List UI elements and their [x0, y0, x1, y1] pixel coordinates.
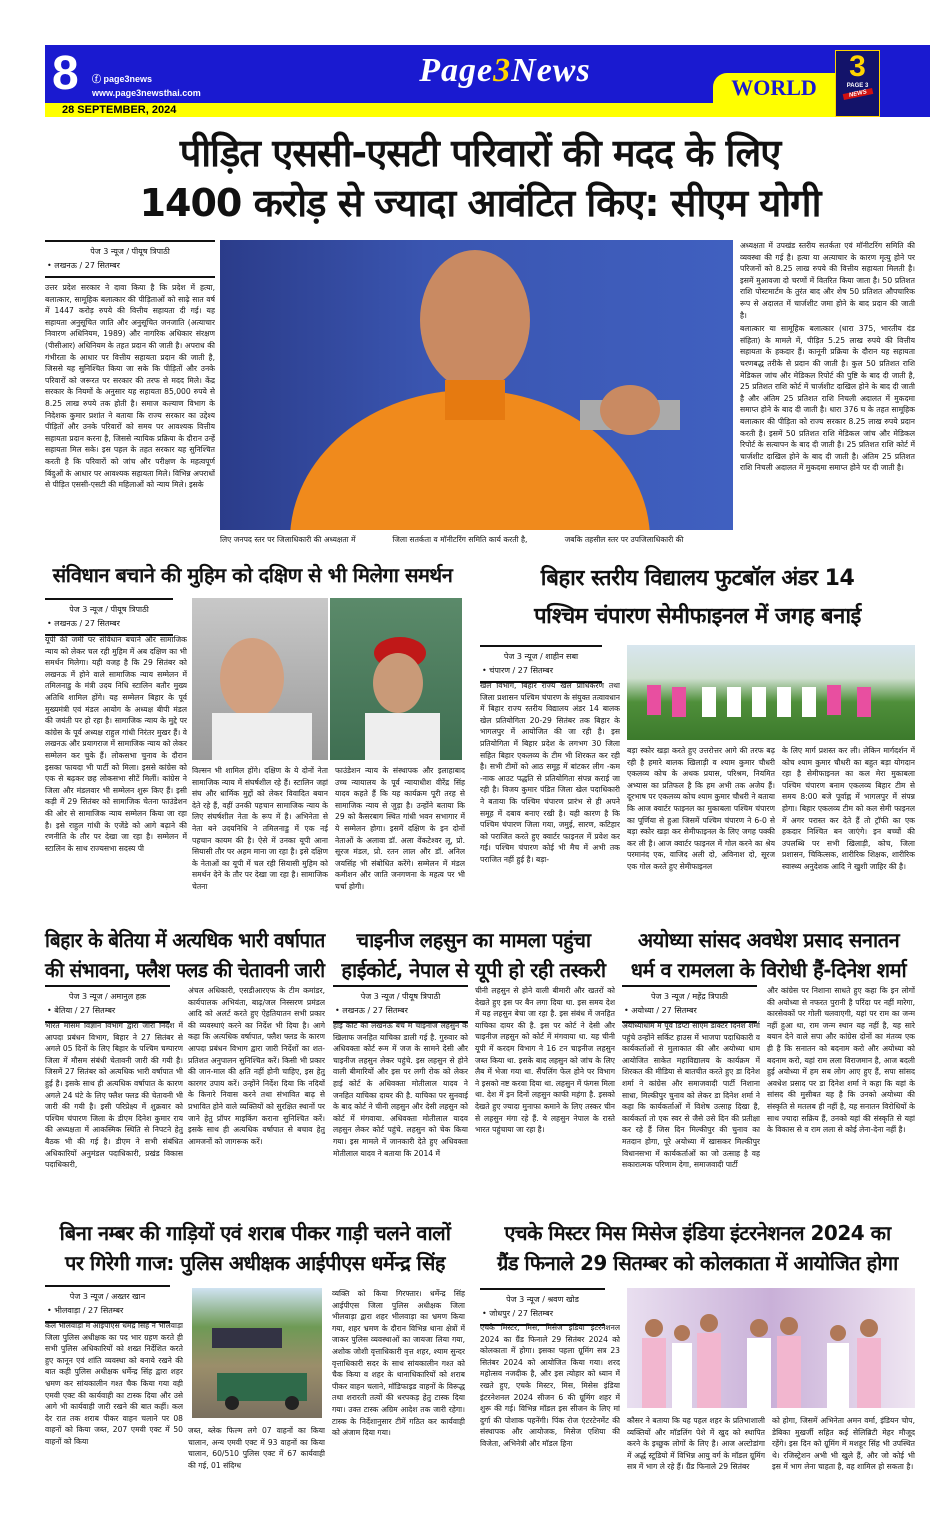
byline: पेज 3 न्यूज / पीयूष त्रिपाठी • लखनऊ / 27 सितम्बर [333, 985, 468, 1023]
article-headline-line1: अयोध्या सांसद अवधेश प्रसाद सनातन [637, 928, 900, 952]
article-column: चीनी लहसुन से होने वाली बीमारी और खतरों को देखते हुए इस पर बैन लगा दिया था. इस समय देश में यह लहसुन बेचा जा रहा है. इस संबंध में जनहित याचिका दायर की है. इस पर कोर्ट ने देसी और चाइनीज लहसुन को कोर्ट में मंगवाया था. यह चीनी यूपी में करदम विभाग ने 16 टन चाइनीज लहसुन जब्त किया था. इसके बाद लहसुन को जांच के लिए लैब में भेजा गया था. सैंपलिंग फेल होने पर विभाग ने इसको नष्ट करवा दिया था. लहसुन में फंगस मिला था. देश में इन दिनों लहसुन काफी महंगा है. इसको देखते हुए ज्यादा मुनाफा कमाने के लिए तस्कर चीन से लहसुन मंगा रहे हैं. ये लहसुन नेपाल के रास्ते भारत पहुंचाया जा रहा है। [475, 986, 615, 1135]
article-column: भारत मौसम विज्ञान विभाग द्वारा जारी निर्देश में आपदा प्रबंधन विभाग, बिहार ने 27 सितंबर से अगले 05 दिनों के लिए बिहार के पश्चिम चम्पारण जिला में मौसम संबंधी चेतावनी जारी की गयी है। जिसमें 27 सितंबर को अत्यधिक भारी वर्षापात भी हुई है। इसके साथ ही अत्यधिक वर्षापात के कारण अगले 24 घंटे के लिए फ्लैश फ्लड की चेतावनी भी जारी की गयी है। इसी परिप्रेक्ष्य में शुक्रवार को पश्चिम चंपारण जिला के डीएम दिनेश कुमार राय की अध्यक्षता में आकस्मिक स्थिति से निपटने हेतु बैठक भी की गई है। डीएम ने सभी संबंधित अधिकारियों अनुमंडल पदाधिकारी, प्रखंड विकास पदाधिकारी, [45, 1021, 183, 1170]
article-headline-line1: बिना नम्बर की गाड़ियों एवं शराब पीकर गाड़ी चलने वालों [59, 1221, 451, 1245]
article-column: उत्तर प्रदेश सरकार ने दावा किया है कि प्रदेश में हत्या, बलात्कार, सामूहिक बलात्कार की पीड़िताओं को साढ़े सात वर्ष में 1447 करोड़ रुपये की वित्तीय सहायता दी गई। यह सहायता अनुसूचित जाति और अनुसूचित जनजाति (अत्याचार निवारण अधिनियम, 1989) और नागरिक अधिकार संरक्षण (पीसीआर) अधिनियम के तहत प्रदान की जाती है। अपराध की गंभीरता के आधार पर वित्तीय सहायता प्रदान की जाती है, जिससे यह सुनिश्चित किया जा सके कि पीड़ितों और उनके परिवारों को जरूरत पर सरकार की तरफ से मदद मिले। केंद्र सरकार के नियमों के अनुसार यह सहायता 85,000 रुपये से 8.25 लाख रुपये तक होती है। समाज कल्याण विभाग के निदेशक कुमार प्रशांत ने बताया कि राज्य सरकार का उद्देश्य पीड़ितों और उनके परिवारों को समय पर आवश्यक वित्तीय सहायता प्रदान करना है, जिससे न्यायिक प्रक्रिया के दौरान उन्हें सहायता मिल सके। इस पहल के तहत सरकार यह सुनिश्चित करती है कि परिवारों को जांच और परीक्षण के महत्वपूर्ण बिंदुओं के आधार पर आवश्यक सहायता मिले। विभिन्न अपराधों से पीड़ित एससी-एसटी की महिलाओं को न्याय मिले। इसके [45, 283, 215, 490]
article-column: कल भीलवाड़ा में आईपीएस धर्मेंद्र सिंह ने भीलवाड़ा जिला पुलिस अधीक्षक का पद भार ग्रहण करते ही सभी पुलिस अधिकारियों को शख्त निर्देशित करते हुए कानून एवं शांति व्यवस्था को बनाये रखने की बात कही पुलिस अधीक्षक धर्मेन्द्र सिंह द्वारा शहर भ्रमण कर सांयकालीन गश्त चैक किया गया वही एमवी एक्ट की कार्यवाही का टास्क दिया और उसे आगे भी कार्यवाही जारी रखने की बात कहीं। कल देर रात तक शराब पीकर वाहन चलाने पर 08 वाहनों को किया जब्त, 207 एमवी एक्ट में 50 वाहनों को किया [45, 1321, 183, 1446]
football-team-photo [627, 645, 915, 740]
newspaper-logo: Page3News [419, 52, 591, 89]
article-column: और कांग्रेस पर निशाना साधते हुए कहा कि इन लोगों की अयोध्या से नफरत पुरानी है परिंदा पर नहीं मारेगा, कारसेवकों पर गोली चलवाएगी, यहां पर राम का जन्म नहीं हुआ था, राम जन्म स्थान यह नहीं है, यह सारे बयान देने वाले सपा और कांग्रेस दोनों का मंतव्य एक ही है कि सनातन को बदनाम करो और अयोध्या को बदनाम करो, यहां राम लला विराजमान है, आज बदली हुई अयोध्या में हम सब लोग आए हुए हैं, सपा सांसद अवधेश प्रसाद पर डा दिनेश शर्मा ने कहा कि यहां के सांसद की मुसीबत यह है कि उनको अयोध्या की संस्कृति से मतलब ही नहीं है, यह सनातन विरोधियों के साथ ज्यादा सक्रिय हैं, उनको यहां की संस्कृति से यहां के विकास से व राम लला से कोई लेना-देना नहीं है। [767, 986, 915, 1135]
article-headline-line2: हाईकोर्ट, नेपाल से यूपी हो रही तस्करी [341, 958, 606, 982]
byline: पेज 3 न्यूज / शाहीन सबा • चंपारण / 27 सितम्बर [480, 645, 602, 683]
article-column: एचके मिस्टर, मिस, मिसेज इंडिया इंटरनेशनल 2024 का ग्रैंड फिनाले 29 सितंबर 2024 को कोलकाता में होगा। इसका पहला ग्रूमिंग सत्र 23 सितंबर 2024 को आयोजित किया गया। शरद महोत्सव नजदीक है, और इस त्योहार को ध्यान में रखते हुए, एचके मिस्टर, मिस, मिसेस इंडिया इंटरनेशनल 2024 सीजन 6 की ग्रूमिंग शहर में शुरू की गई। विभिन्न मॉडल इस सीजन के लिए मां दुर्गा की पोशाक पहनेंगी। पिंक रोज एंटरटेनमेंट की संस्थापक और आयोजक, मिसेज एशिया की विजेता, अभिनेत्री और मॉडल हिना [480, 1323, 620, 1448]
article-column: बड़ा स्कोर खड़ा करते हुए उत्तरोत्तर आगे की तरफ बढ़ रही है हमारे बालक खिलाड़ी व श्याम कुमार चौधरी एकलव्य कोच के अथक प्रयास, परिश्रम, नियमित अभ्यास का प्रतिफल है कि हम अभी तक अजेय हैं। दूरभाष पर एकलव्य कोच श्याम कुमार चौधरी ने बताया कि आज क्वार्टर फाइनल का मुकाबला पश्चिम चंपारण का पूर्णिया से हुआ जिसमें पश्चिम चंपारण ने 6-0 से बड़ा स्कोर खड़ा कर सेमीफाइनल के लिए जगह पक्की कर ली है। आज क्वार्टर फाइनल में गोल करने का श्रेय परमानंद एक, वाजिद अली दो, अविनाश दो, सूरज एक गोल करते हुए सेमीफाइनल [627, 746, 775, 871]
byline: पेज 3 न्यूज / महेंद्र त्रिपाठी • अयोध्या / 27 सितम्बर [622, 985, 757, 1023]
lead-photo [220, 240, 733, 530]
byline: पेज 3 न्यूज / अमानुल हक़ • बेतिया / 27 सितम्बर [45, 985, 170, 1023]
article-headline-block [480, 1218, 915, 1278]
social-links [92, 72, 282, 100]
article-headline: संविधान बचाने की मुहिम को दक्षिण से भी मिलेगा समर्थन [52, 563, 453, 587]
byline [45, 240, 215, 278]
article-column: कौसर ने बताया कि यह पहल शहर के प्रतिभाशाली व्यक्तियों और मॉडलिंग पेशे में खुद को स्थापित करने के इच्छुक लोगों के लिए है। आज अल्टोडांगा में अर्द्ध स्टूडियो में विभिन्न आयु वर्ग के मॉडल ग्रूमिंग सत्र में भाग ले रहे हैं। ग्रैंड फिनाले 29 सितंबर [627, 1416, 765, 1472]
article-headline-block [332, 925, 615, 985]
lead-headline [45, 128, 915, 228]
section-tab [713, 73, 835, 103]
issue-date: 28 SEPTEMBER, 2024 [62, 104, 177, 116]
article-headline-block [45, 925, 325, 985]
facebook-icon: ⓕ [92, 74, 104, 84]
article-column: अंचल अधिकारी, एसडीआरएफ के टीम कमांडर, कार्यपालक अभियंता, बाढ़/जल निस्सरण प्रमंडल आदि को अलर्ट करते हुए ऐहतियातन सभी प्रकार की व्यवस्थाएं करने का निर्देश भी दिया है। आगे कहा कि अत्यधिक वर्षापात, फ्लैश फ्लड के कारण आपदा प्रबंधन विभाग द्वारा जारी निर्देशों का शत-प्रतिशत अनुपालन सुनिश्चित करें। किसी भी प्रकार की जान-माल की क्षति नहीं होनी चाहिए, इस हेतु कारगर उपाय करें। उन्होंने निर्देश दिया कि नदियों के किनारे निवास करने तथा संभावित बाढ़ से प्रभावित होने वाले व्यक्तियों को सुरक्षित स्थानों पर जाने हेतु प्रॉपर माइकिंग कराना सुनिश्चित करें। इसके साथ ही अत्यधिक वर्षापात से बचाव हेतु आमजनों को जागरूक करें। [188, 986, 325, 1146]
politician-photo [330, 598, 462, 760]
article-headline-block [480, 560, 915, 636]
article-column: खेल विभाग, बिहार राज्य खेल प्राधिकरण तथा जिला प्रशासन पश्चिम चंपारण के संयुक्त तत्वावधान में बिहार राज्य स्तरीय विद्यालय अंडर 14 बालक खेल प्रतियोगिता 20-29 सितंबर तक बिहार के भागलपुर में आयोजित की जा रही है। इस प्रतियोगिता में बिहार प्रदेश के लगभग 30 जिला सहित बिहार एकलव्य के टीम भी शिरकत कर रही है। सभी टीमों को आठ समूह में बांटकर लीग -कम -नाक आउट पद्धति से प्रतियोगिता संपन्न कराई जा रही है। विजय कुमार पंडित जिला खेल पदाधिकारी ने बताया कि पश्चिम चंपारण प्रारंभ से ही अपने समूह में दबाव बनाए रखी है। यही कारण है कि पश्चिम चंपारण जिला गया, जमुई, सारण, कटिहार को पराजित करते हुए क्वार्टर फाइनल में प्रवेश कर गई। पश्चिम चंपारण कोई भी मैच में अभी तक पराजित नहीं हुई है। बड़ा- [480, 681, 620, 864]
brand-badge [835, 50, 880, 117]
article-column: हाई कोर्ट की लखनऊ बेंच में चाइनीज लहसुन के खिलाफ जनहित याचिका डाली गई है. गुरुवार को अधिवक्ता कोर्ट रूम में जज के सामने देसी और चाइनीज लहसुन लेकर पहुंचे. इस लहसुन से होने वाली बीमारियों और इस पर लगी रोक को लेकर हाई कोर्ट के अधिवक्ता मोतीलाल यादव ने जनहित याचिका दायर की है. याचिका पर सुनवाई के बाद कोर्ट ने चीनी लहसुन और देसी लहसुन को कोर्ट में मंगवाया. अधिवक्ता मोतीलाल यादव लहसुन लेकर कोर्ट पहुंचे. लहसुन को चेक किया गया। इस मामले में जानकारी देते हुए अधिवक्ता मोतीलाल यादव ने बताया कि 2014 में [333, 1021, 468, 1158]
byline: पेज 3 न्यूज / पीयूष त्रिपाठी • लखनऊ / 27 सितम्बर [45, 598, 173, 636]
speaker-photo-illustration [220, 240, 733, 530]
article-headline-line2: ग्रैंड फिनाले 29 सितम्बर को कोलकाता में आयोजित होगा [497, 1251, 898, 1275]
photo-caption-1: लिए जनपद स्तर पर जिलाधिकारी की अध्यक्षता में [220, 535, 356, 544]
article-column: जब्त, ब्लेक फिल्म लगे 07 वाहनों का किया चालान, अन्य एमवी एक्ट में 93 वाहनों का किया चालान, 60/510 पुलिस एक्ट में 67 कार्यवाही की गई, 01 संदिग्ध [188, 1426, 325, 1470]
seized-vehicles-photo [192, 1288, 322, 1418]
photo-caption [220, 534, 733, 548]
lead-headline-line1: पीड़ित एससी-एसटी परिवारों की मदद के लिए [179, 131, 781, 175]
article-column: को होगा, जिसमें अभिनेता अमन वर्मा, इंडियन चोप, डेबिका मुखर्जी सहित कई सेलिब्रिटी मेहर मौजूद रहेंगे। इस दिन को ग्रूमिंग में मशहूर सिंह भी उपस्थित थे। रजिस्ट्रेशन अभी भी खुले हैं, और जो कोई भी इस में भाग लेना चाहता है, वह शामिल हो सकता है। [772, 1416, 915, 1472]
article-headline-block [45, 1218, 465, 1278]
article-column: यूपी की जमीं पर संविधान बचाने और सामाजिक न्याय को लेकर चल रही मुहिम में अब दक्षिण का भी समर्थन मिलेगा। यही वजह है कि 29 सितंबर को लखनऊ में होने वाले सामाजिक न्याय सम्मेलन में तमिलनाडु के मंत्री उदय निधि स्टालिन बतौर मुख्य अतिथि शामिल होंगे। यह सम्मेलन बिहार के पूर्व मुख्यमंत्री एवं मंडल आयोग के अध्यक्ष बीपी मंडल की जयंती पर हो रहा है। सामाजिक न्याय के मुद्दे पर कांग्रेस के पूर्व अध्यक्ष राहुल गांधी निरंतर मुखर हैं। वे लखनऊ और प्रयागराज में सामाजिक न्याय को लेकर सम्मेलन कर चुके हैं। लोकसभा चुनाव के दौरान इसका फायदा भी पार्टी को मिला। इससे कांग्रेस को एक से बढ़कर छह लोकसभा सीटें मिलीं। कांग्रेस ने जिला और मंडलवार भी सम्मेलन शुरू किए हैं। इसी कड़ी में 29 सितंबर को सामाजिक चेतना फाउंडेशन की ओर से सामाजिक न्याय सम्मेलन किया जा रहा है। इसे राहुल गांधी के एजेंडे को आगे बढ़ाने की रणनीति के तौर पर देखा जा रहा है। सम्मेलन में स्टालिन के साथ राज्यसभा सदस्य पी [45, 635, 187, 853]
byline-place: • लखनऊ / 27 सितम्बर [47, 259, 213, 273]
article-headline-line1: चाइनीज लहसुन का मामला पहुंचा [356, 928, 591, 952]
facebook-handle: page3news [103, 74, 153, 84]
byline-author: पेज 3 न्यूज / पीयूष त्रिपाठी [90, 247, 170, 256]
article-column: अयोध्याधाम में पूर्व डिप्टी सीएम डॉक्टर दिनेश शर्मा पहुंचे उन्होंने सर्किट हाउस में भाजपा पदाधिकारी व कार्यकर्ताओं से मुलाकात की और अयोध्या धाम आयोजित साकेत महाविद्यालय के कार्यक्रम में शिरकत की मीडिया से बातचीत करते हुए डा दिनेश शर्मा ने कांग्रेस और समाजवादी पार्टी निशाना साधा, मिल्कीपुर चुनाव को लेकर डा दिनेश शर्मा ने कहा कि कार्यकर्ताओं में विशेष उत्साह दिखा है, कार्यकर्ता तो एक स्वर से जैसे उसे दिन की प्रतीक्षा कर रहे हैं जिस दिन मिल्कीपुर की चुनाव का मतदान होगा, पूरे अयोध्या में खासकर मिल्कीपुर विधानसभा में कार्यकर्ताओं का जो उत्साह है वह सकारात्मक परिणाम देगा, समाजवादी पार्टी [622, 1021, 760, 1170]
lead-headline-line2: 1400 करोड़ से ज्यादा आवंटित किए: सीएम योगी [139, 181, 821, 225]
website-link[interactable]: www.page3newsthai.com [92, 88, 201, 98]
badge-label: PAGE 3 [846, 83, 869, 89]
byline: पेज 3 न्यूज / श्रवण खोड • जोधपुर / 27 सितम्बर [480, 1288, 605, 1326]
article-headline-block [622, 925, 915, 985]
article-column: अध्यक्षता में उपखंड स्तरीय सतर्कता एवं मॉनीटरिंग समिति की व्यवस्था की गई है। हत्या या अत्याचार के कारण मृत्यु होने पर परिजनों को 8.25 लाख रुपये की वित्तीय सहायता मिलती है। इसमें मुआवजा दो चरणों में वितरित किया जाता है। 50 प्रतिशत राशि पोस्टमार्टम के तुरंत बाद और शेष 50 प्रतिशत औपचारिक रूप से अदालत में चार्जशीट जमा होने के बाद प्रदान की जाती है। बलात्कार या सामूहिक बलात्कार (धारा 375, भारतीय दंड संहिता) के मामले में, पीड़ित 5.25 लाख रुपये की वित्तीय सहायता के हकदार हैं। कानूनी प्रक्रिया के दौरान यह सहायता चरणबद्ध तरीके से प्रदान की जाती है। कुल 50 प्रतिशत राशि मेडिकल जांच और मेडिकल रिपोर्ट की पुष्टि के बाद दी जाती है, 25 प्रतिशत राशि कोर्ट में चार्जशीट दाखिल होने के बाद दी जाती है और अंतिम 25 प्रतिशत राशि निचली अदालत में मुकदमा समाप्त होने के बाद दी जाती है। धारा 376 घ के तहत सामूहिक बलात्कार की पीड़िता को राज्य सरकार 8.25 लाख रुपये प्रदान करती है। इसमें 50 प्रतिशत राशि मेडिकल जांच और मेडिकल रिपोर्ट के सत्यापन के बाद दी जाती है। 25 प्रतिशत राशि कोर्ट में चार्जशीट दाखिल होने के बाद दी जाती है। अंतिम 25 प्रतिशत राशि निचली अदालत में मुकदमा समाप्त होने पर दी जाती है। [740, 241, 915, 473]
article-headline-line1: एचके मिस्टर मिस मिसेज इंडिया इंटरनेशनल 2024 का [504, 1221, 891, 1245]
article-headline-line1: बिहार स्तरीय विद्यालय फुटबॉल अंडर 14 [540, 566, 855, 591]
article-headline-line2: पश्चिम चंपारण सेमीफाइनल में जगह बनाई [534, 604, 861, 629]
article-headline-line2: पर गिरेगी गाज: पुलिस अधीक्षक आईपीएस धर्मेन्द्र सिंह [65, 1251, 445, 1275]
article-column: फाउंडेशन न्याय के संस्थापक और इलाहाबाद उच्च न्यायालय के पूर्व न्यायाधीश वीरेंद्र सिंह यादव कहते हैं कि यह कार्यक्रम पूरी तरह से सामाजिक न्याय से जुड़ा है। उन्होंने बताया कि 29 को कैसरबाग स्थित गांधी भवन सभागार में ये सम्मेलन होगा। इसमें दक्षिण के इन दोनों नेताओं के अलावा डॉ. अला वेंकटेश्वर लू, प्रो. सूरज मंडल, प्रो. रतन लाल और डॉ. अनिल जयसिंह भी संबोधित करेंगे। सम्मेलन में मंडल कमीशन और जाति जनगणना के महत्व पर भी चर्चा होगी। [335, 766, 465, 891]
badge-ribbon: NEWS [842, 88, 873, 100]
photo-caption-3: जबकि तहसील स्तर पर उपजिलाधिकारी की [564, 535, 684, 544]
page-number: 8 [52, 47, 79, 100]
politician-photo [192, 598, 328, 760]
byline: पेज 3 न्यूज / अख्तर खान • भीलवाड़ा / 27 सितम्बर [45, 1285, 170, 1323]
section-label: WORLD [731, 75, 817, 100]
article-headline-line1: बिहार के बेतिया में अत्यधिक भारी वर्षापात [45, 928, 325, 952]
article-headline-line2: धर्म व रामलला के विरोधी हैं-दिनेश शर्मा [630, 958, 907, 982]
article-headline-line2: की संभावना, फ्लैश फ्लड की चेतावनी जारी [45, 958, 325, 982]
badge-number: 3 [849, 50, 866, 83]
article-column: व्यक्ति को किया गिरफ्तार। धर्मेन्द्र सिंह आईपीएस जिला पुलिस अधीक्षक जिला भीलवाड़ा द्वारा शहर भीलवाड़ा का भ्रमण किया गया, शहर भ्रमण के दौरान विभिन्न थाना क्षेत्रों में जाकर पुलिस व्यवस्थाओं का जायजा लिया गया, अशोक जोशी वृत्ताधिकारी वृत्त शहर, श्याम सुन्दर वृत्ताधिकारी सदर के साथ सांयकालीन गश्त को चैक किया व शहर के थानाधिकारियों को शराब पीकर वाहन चलाने, मॉडिफाइड वाहनों के विरूद्ध तथा शरारती तत्वों की धरपकड़ हेतु टास्क दिया गया। उक्त टास्क अग्रिम आदेश तक जारी रहेगा। टास्क के निर्देशानुसार टीमें गठित कर कार्यवाही को अंजाम दिया गया। [332, 1289, 465, 1438]
article-column: विल्सन भी शामिल होंगे। दक्षिण के ये दोनों नेता सामाजिक न्याय में संघर्षशील रहे हैं। स्टालिन जहां संघ और धार्मिक मुद्दों को लेकर विवादित बयान देते रहे हैं, वहीं उनकी पहचान सामाजिक न्याय के लिए संघर्षशील नेता के रूप में है। अभिनेता से नेता बने उदयनिधि ने तमिलनाडु में एक नई पहचान कायम की है। ऐसे में उनका यूपी आना सियासी तौर पर अहम माना जा रहा है। इसे दक्षिण के नेताओं का यूपी में चल रही सियासी मुहिम को समर्थन देने के तौर पर देखा जा रहा है। सामाजिक चेतना [192, 766, 328, 891]
article-column: के लिए मार्ग प्रशस्त कर ली। लेकिन मार्गदर्शन में कोच श्याम कुमार चौधरी का बहुत बड़ा योगदान रहा है सेमीफाइनल का कल मेरा मुकाबला पश्चिम चंपारण बनाम एकलव्य बिहार टीम से समय 8:00 बजे पूर्वाह्न में भागलपुर में संपन्न होगा। बिहार एकलव्य टीम को कल सेमी फाइनल में अगर परास्त कर देते हैं तो ट्रॉफी का एक हकदार निश्चित बन जाएंगे। इन बच्चों की उपलब्धि पर सभी खिलाड़ी, कोच, जिला प्रशासन, चिकित्सक, शारीरिक शिक्षक, शारीरिक स्वास्थ्य अनुदेशक आदि ने खुशी जाहिर की है। [782, 746, 915, 871]
photo-caption-2: जिला सतर्कता व मॉनीटरिंग समिति कार्य करती है, [392, 535, 528, 544]
models-group-photo [627, 1288, 915, 1408]
article-headline-block [45, 560, 460, 590]
